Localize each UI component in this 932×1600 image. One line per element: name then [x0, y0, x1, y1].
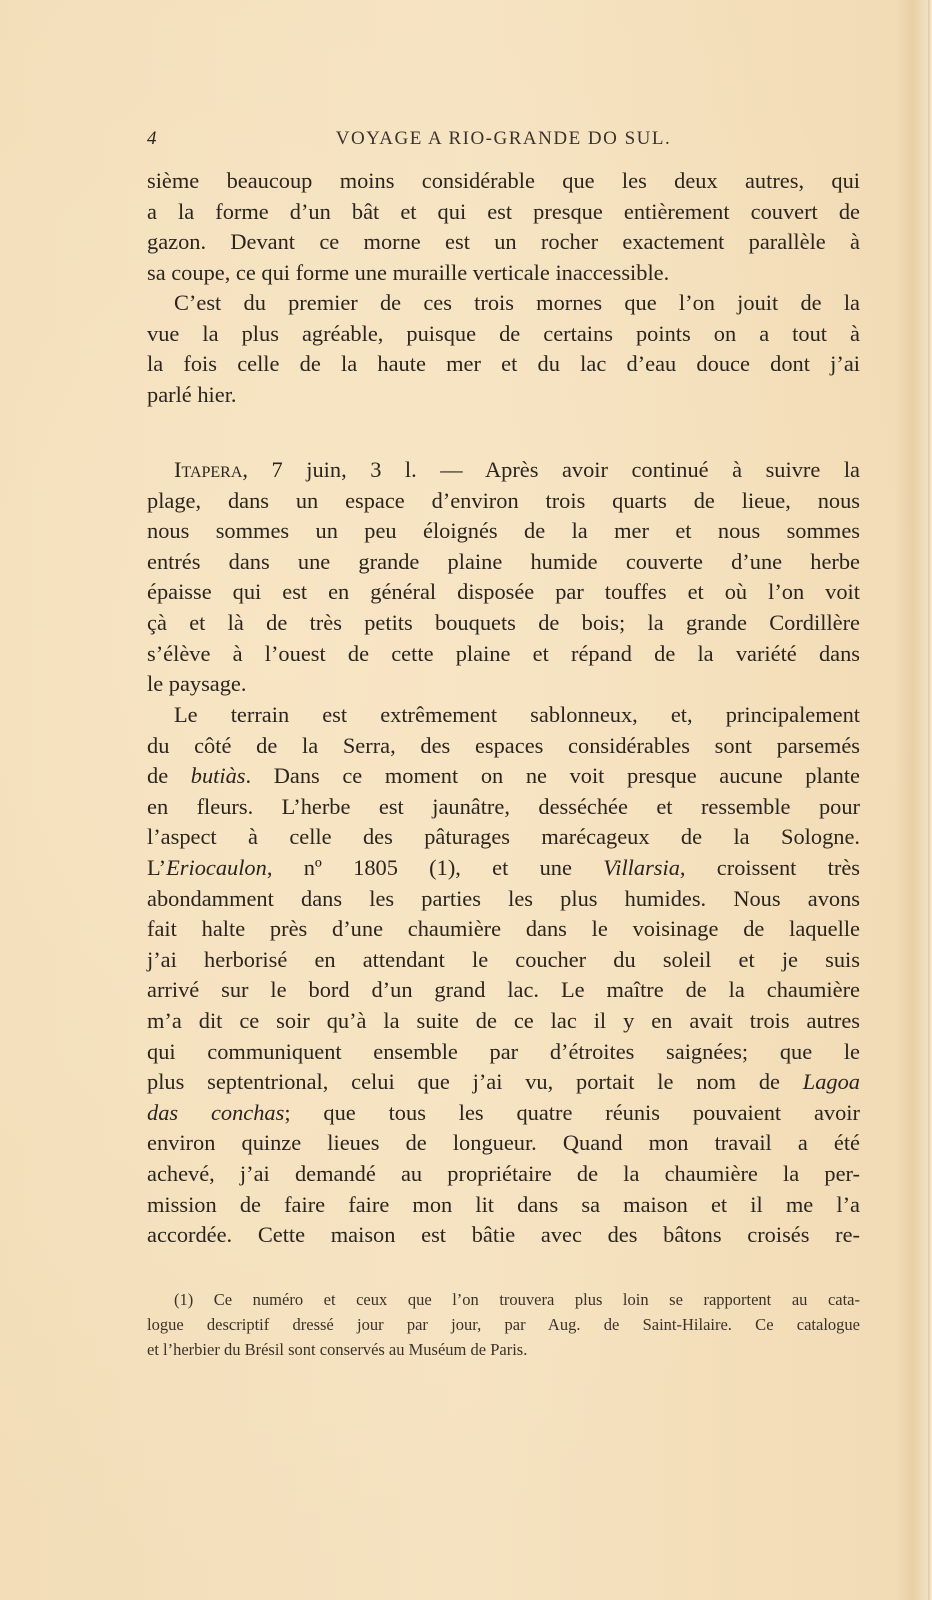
page-edge	[928, 0, 932, 1600]
text-line: épaisse qui est en général disposée par touffes et où l’on voit	[147, 579, 860, 605]
text-line: sième beaucoup moins considérable que les deux autres, qui	[147, 168, 860, 193]
text-line: environ quinze lieues de longueur. Quand mon travail a été	[147, 1130, 860, 1156]
text-line: C’est du premier de ces trois mornes que l’on jouit de la	[174, 290, 860, 315]
paragraph-2	[147, 288, 860, 410]
text-line: parlé hier.	[147, 381, 237, 407]
text-line: accordée. Cette maison est bâtie avec des bâtons croisés re-	[147, 1222, 860, 1248]
text-line: s’élève à l’ouest de cette plaine et répand de la variété dans	[147, 640, 860, 666]
text-line: la fois celle de la haute mer et du lac d’eau douce dont j’ai	[147, 351, 860, 377]
footnote-line: et l’herbier du Brésil sont conservés au Muséum de Paris.	[147, 1340, 528, 1359]
italic-term: Eriocaulon	[166, 854, 267, 880]
text-line: a la forme d’un bât et qui est presque entièrement couvert de	[147, 198, 860, 224]
text-line: entrés dans une grande plaine humide couverte d’une herbe	[147, 548, 860, 574]
footnotes	[147, 1287, 860, 1362]
text-line: achevé, j’ai demandé au propriétaire de la chaumière la per-	[147, 1160, 860, 1186]
text-line: nous sommes un peu éloignés de la mer et nous sommes	[147, 518, 860, 544]
italic-term: Lagoa	[802, 1069, 860, 1095]
text-line: fait halte près d’une chaumière dans le voisinage de laquelle	[147, 916, 860, 942]
text-line: Itapera, 7 juin, 3 l. — Après avoir continué à suivre la	[174, 457, 860, 482]
paragraph-4	[147, 700, 860, 1251]
paragraph-1	[147, 166, 860, 288]
text-line: j’ai herborisé en attendant le coucher du soleil et je suis	[147, 946, 860, 972]
italic-term: das conchas	[147, 1099, 285, 1125]
text-line: çà et là de très petits bouquets de bois; la grande Cordillère	[147, 609, 860, 635]
text-line: arrivé sur le bord d’un grand lac. Le maître de la chaumière	[147, 977, 860, 1003]
footnote-line: logue descriptif dressé jour par jour, par Aug. de Saint-Hilaire. Ce catalogue	[147, 1315, 860, 1334]
page-number: 4	[147, 128, 158, 149]
place-name: Itapera	[174, 457, 243, 482]
text-line: plage, dans un espace d’environ trois quarts de lieue, nous	[147, 487, 860, 513]
text-line: m’a dit ce soir qu’à la suite de ce lac il y en avait trois autres	[147, 1007, 860, 1033]
text-line: le paysage.	[147, 671, 247, 697]
running-header	[147, 128, 860, 156]
text-line: gazon. Devant ce morne est un rocher exactement parallèle à	[147, 229, 860, 255]
italic-term: butiàs	[190, 763, 246, 789]
text-line: en fleurs. L’herbe est jaunâtre, desséchée et ressemble pour	[147, 793, 860, 819]
text-line: Le terrain est extrêmement sablonneux, et, principalement	[174, 702, 860, 727]
text-line: sa coupe, ce qui forme une muraille verticale inaccessible.	[147, 259, 670, 285]
text-line: vue la plus agréable, puisque de certains points on a tout à	[147, 320, 860, 346]
text-line: qui communiquent ensemble par d’étroites saignées; que le	[147, 1038, 860, 1064]
running-title: VOYAGE A RIO-GRANDE DO SUL.	[335, 128, 672, 149]
footnote-line: (1) Ce numéro et ceux que l’on trouvera plus loin se rapportent au cata-	[174, 1290, 860, 1309]
text-line: l’aspect à celle des pâturages marécageux de la Sologne.	[147, 824, 860, 850]
text-line: plus septentrional, celui que j’ai vu, portait le nom de Lagoa	[147, 1069, 860, 1095]
text-line: mission de faire faire mon lit dans sa maison et il me l’a	[147, 1191, 860, 1217]
diary-entry-itapera	[147, 455, 860, 700]
text-line: de butiàs. Dans ce moment on ne voit presque aucune plante	[147, 763, 860, 789]
italic-term: Villarsia	[603, 854, 680, 880]
text-line: das conchas; que tous les quatre réunis pouvaient avoir	[147, 1099, 860, 1125]
text-line: abondamment dans les parties les plus humides. Nous avons	[147, 885, 860, 911]
text-line: du côté de la Serra, des espaces considérables sont parsemés	[147, 732, 860, 758]
text-line: L’Eriocaulon, nº 1805 (1), et une Villarsia, croissent très	[147, 854, 860, 880]
